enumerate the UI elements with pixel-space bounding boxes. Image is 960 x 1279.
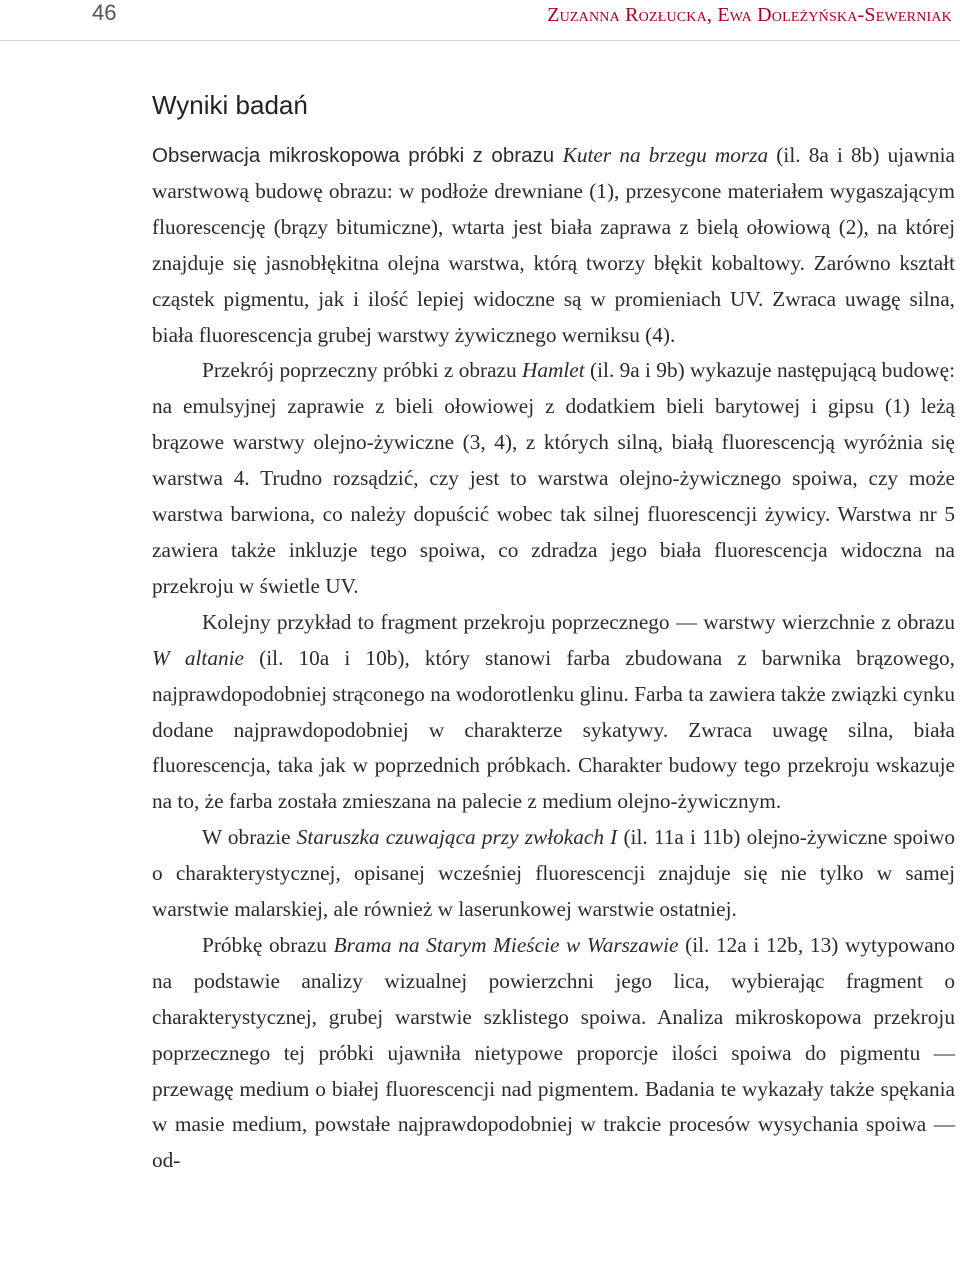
section-title: Wyniki badań — [152, 89, 308, 120]
paragraph-1-text-a: Obserwacja mikroskopowa próbki z obrazu — [152, 144, 563, 167]
paragraph-3-text-a: Kolejny przykład to fragment przekroju poprzecznego — warstwy wierzchnie z obrazu — [202, 609, 955, 634]
paragraph-3-title-ref: W altanie — [152, 645, 245, 670]
paragraph-2 — [152, 353, 955, 604]
paragraph-4-text-c: (il. 11a i 11b) olejno-żywiczne spoiwo o charakterystycznej, opisanej wcześniej fluorescencji znajduje się nie tylko w samej warstwie malarskiej, ale również w laserunkowej warstwie ostatniej. — [152, 825, 956, 922]
paragraph-5-title-ref: Brama na Starym Mieście w Warszawie — [333, 932, 679, 957]
paragraph-1-title-ref: Kuter na brzegu morza — [562, 143, 769, 167]
paragraph-5 — [152, 928, 955, 1179]
paragraph-5-text-a: Próbkę obrazu — [202, 932, 334, 957]
paragraph-5-text-c: (il. 12a i 12b, 13) wytypowano na podstawie analizy wizualnej powierzchni jego lica, wybierając fragment o charakterystycznej, grubej warstwie szklistego spoiwa. Analiza mikroskopowa przekroju poprzecznego tej próbki ujawniła nietypowe proporcje ilości spoiwa do pigmentu — przewagę medium o białej fluorescencji nad pigmentem. Badania te wykazały także spękania w masie medium, powstałe najprawdopodobniej w trakcie procesów wysychania spoiwa — od- — [152, 932, 955, 1173]
body-text — [152, 138, 955, 1179]
paragraph-2-text-c: (il. 9a i 9b) wykazuje następującą budowę: na emulsyjnej zaprawie z bieli ołowiowej z dodatkiem bieli barytowej i gipsu (1) leżą brązowe warstwy olejno-żywiczne (3, 4), z których silną, białą fluorescencją wyróżnia się warstwa 4. Trudno rozsądzić, czy jest to warstwa olejno-żywicznego spoiwa, czy może warstwa barwiona, co należy dopuścić wobec tak silnej fluorescencji żywicy. Warstwa nr 5 zawiera także inkluzje tego spoiwa, co zdradza jego biała fluorescencja widoczna na przekroju w świetle UV. — [152, 358, 955, 598]
running-head-authors: Zuzanna Rozłucka, Ewa Doleżyńska-Sewerniak — [547, 4, 952, 26]
paragraph-3-text-c: (il. 10a i 10b), który stanowi farba zbudowana z barwnika brązowego, najprawdopodobniej strąconego na wodorotlenku glinu. Farba ta zawiera także związki cynku dodane najprawdopodobniej w charakterze sykatywy. Zwraca uwagę silna, biała fluorescencja, taka jak w poprzednich próbkach. Charakter budowy tego przekroju wskazuje na to, że farba została zmieszana na palecie z medium olejno-żywicznym. — [152, 645, 955, 814]
paragraph-4-text-a: W obrazie — [202, 825, 297, 850]
page-header — [0, 0, 960, 41]
paragraph-2-title-ref: Hamlet — [521, 358, 585, 383]
page-number: 46 — [92, 0, 117, 25]
paragraph-2-text-a: Przekrój poprzeczny próbki z obrazu — [202, 358, 522, 383]
paragraph-4-title-ref: Staruszka czuwająca przy zwłokach I — [296, 825, 618, 850]
paragraph-1-text-c: (il. 8a i 8b) ujawnia warstwową budowę obrazu: w podłoże drewniane (1), przesycone materiałem wygaszającym fluorescencję (brązy bitumiczne), wtarta jest biała zaprawa z bielą ołowiową (2), na której znajduje się jasnobłękitna olejna warstwa, którą tworzy błękit kobaltowy. Zarówno kształt cząstek pigmentu, jak i ilość lepiej widoczne są w promieniach UV. Zwraca uwagę silna, biała fluorescencja grubej warstwy żywicznego werniksu (4). — [152, 143, 955, 347]
paragraph-4 — [152, 820, 955, 928]
paragraph-3 — [152, 605, 955, 820]
paragraph-1 — [152, 138, 955, 353]
